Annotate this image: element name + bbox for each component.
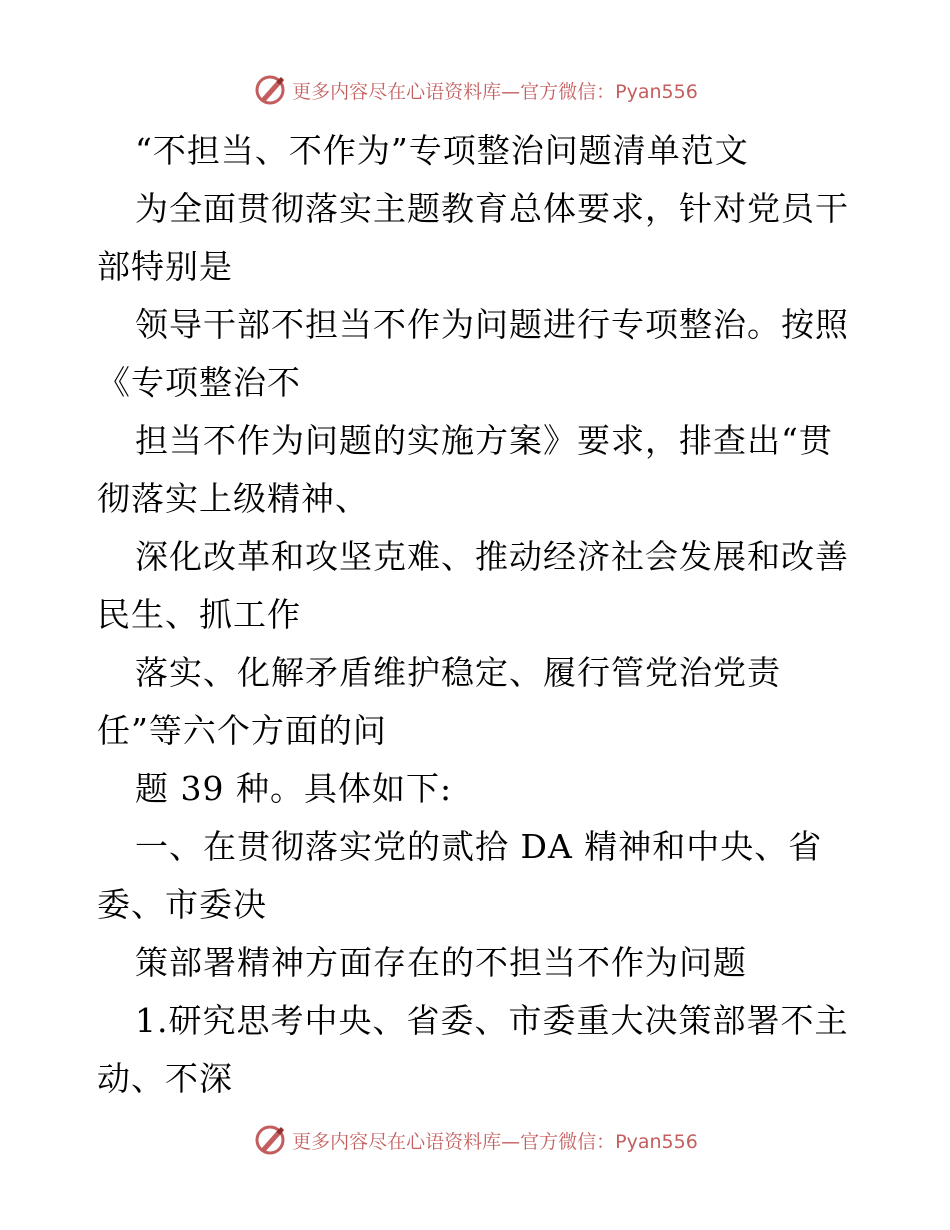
text-line: 一、在贯彻落实党的贰拾 DA 精神和中央、省 — [135, 827, 823, 866]
document-title: “不担当、不作为”专项整治问题清单范文 — [135, 131, 749, 170]
text-line: 民生、抓工作 — [97, 595, 301, 634]
text-line: 深化改革和攻坚克难、推动经济社会发展和改善 — [135, 537, 849, 576]
document-body — [97, 122, 857, 1108]
text-line: 领导干部不担当不作为问题进行专项整治。按照 — [135, 305, 849, 344]
text-line: 部特别是 — [97, 247, 233, 286]
text-line: 策部署精神方面存在的不担当不作为问题 — [135, 943, 747, 982]
text-line: 题 39 种。具体如下: — [135, 769, 453, 808]
text-line: 落实、化解矛盾维护稳定、履行管党治党责 — [135, 653, 781, 692]
text-line: 《专项整治不 — [97, 363, 301, 402]
text-line: 任”等六个方面的问 — [97, 711, 387, 750]
text-line: 担当不作为问题的实施方案》要求，排查出“贯 — [135, 421, 833, 460]
pen-circle-logo-icon — [252, 72, 288, 108]
text-line: 委、市委决 — [97, 885, 267, 924]
header-watermark — [0, 70, 950, 110]
footer-watermark — [0, 1120, 950, 1160]
text-line: 动、不深 — [97, 1059, 233, 1098]
text-line: 1.研究思考中央、省委、市委重大决策部署不主 — [135, 1001, 849, 1040]
pen-circle-logo-icon — [252, 1122, 288, 1158]
watermark-text: 更多内容尽在心语资料库—官方微信：Pyan556 — [292, 80, 698, 103]
text-line: 彻落实上级精神、 — [97, 479, 369, 518]
watermark-text: 更多内容尽在心语资料库—官方微信：Pyan556 — [292, 1130, 698, 1153]
paragraph-lines — [97, 180, 857, 1108]
text-line: 为全面贯彻落实主题教育总体要求，针对党员干 — [135, 189, 849, 228]
